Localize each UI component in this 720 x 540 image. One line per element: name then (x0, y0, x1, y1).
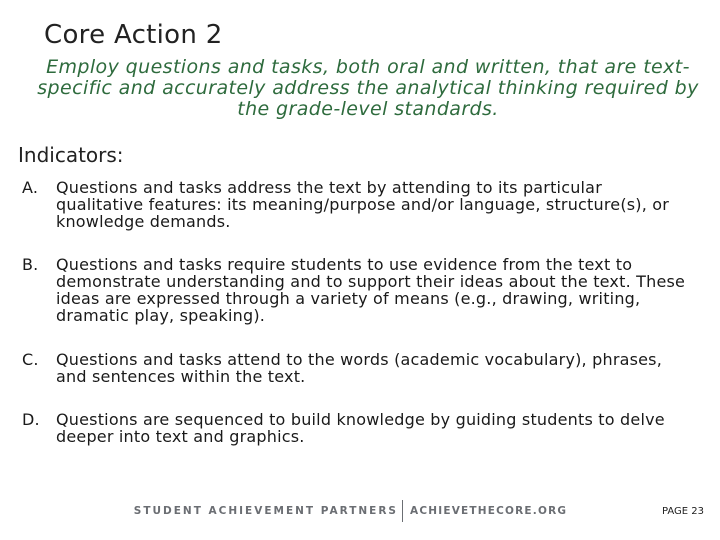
indicator-item-a (22, 179, 694, 230)
indicator-text: Questions are sequenced to build knowledge by guiding students to delve deeper into text and graphics. (56, 410, 665, 446)
indicator-text: Questions and tasks require students to use evidence from the text to demonstrate understanding and to support their ideas about the text. These ideas are expressed through a variety of means (e.g., drawing, writing, dramatic play, speaking). (56, 255, 686, 325)
indicator-letter: A. (22, 178, 39, 197)
indicators-heading: Indicators: (18, 143, 124, 167)
footer-brand-link[interactable]: ACHIEVETHECORE.ORG (410, 505, 568, 517)
slide-title: Core Action 2 (44, 20, 223, 50)
footer (0, 498, 720, 526)
indicator-letter: D. (22, 410, 40, 429)
indicator-text: Questions and tasks attend to the words (academic vocabulary), phrases, and sentences within the text. (56, 350, 663, 386)
indicator-item-b (22, 256, 694, 324)
page-number: PAGE 23 (661, 506, 704, 517)
indicator-item-d (22, 411, 694, 445)
footer-divider (402, 500, 403, 522)
indicator-letter: B. (22, 255, 39, 274)
indicator-letter: C. (22, 350, 39, 369)
indicator-text: Questions and tasks address the text by attending to its particular qualitative features: its meaning/purpose and/or language, structure(s), or knowledge demands. (56, 178, 670, 231)
slide-subtitle: Employ questions and tasks, both oral and written, that are text-specific and accurately address the analytical thinking required by the grade-level standards. (37, 56, 699, 120)
indicator-item-c (22, 351, 694, 385)
footer-brand-name: STUDENT ACHIEVEMENT PARTNERS (133, 505, 398, 517)
